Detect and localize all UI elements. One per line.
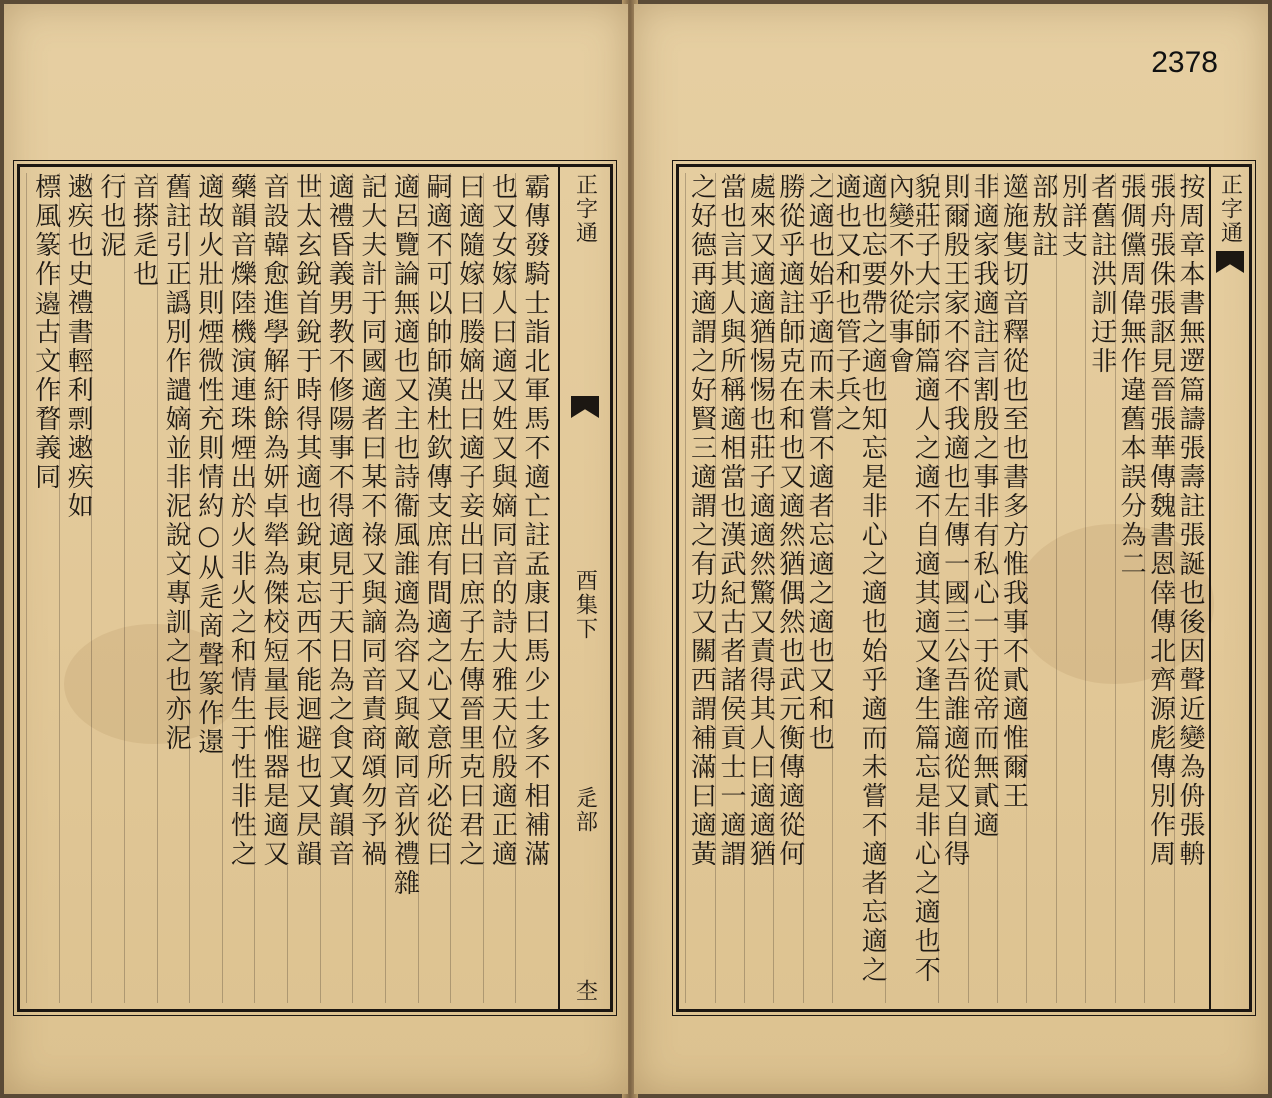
- text-column: 處來又適適猶惕惕也莊子適適然驚又責得其人曰適適猶: [744, 173, 773, 1003]
- left-margin-section: 酉集下: [572, 569, 598, 641]
- text-column: 藥韻音爍陸機演連珠煙出於火非火之和情生于性非性之: [222, 173, 255, 1003]
- left-text-frame: [17, 164, 613, 1012]
- text-column: 者舊註洪訓迂非: [1085, 173, 1114, 1003]
- left-text-block: [26, 173, 548, 1003]
- right-margin-title: 正字通: [1217, 173, 1243, 245]
- right-page: [634, 4, 1268, 1094]
- text-column: 遾施隻切音釋從也至也書多方惟我事不貳適惟爾王: [997, 173, 1026, 1003]
- text-column: 貌莊子大宗師篇適人之適不自適其適又逢生篇忘是非心之適也不內變不外從事會: [885, 173, 938, 1003]
- text-column: 張倜儻周偉無作違舊本誤分為二: [1115, 173, 1144, 1003]
- text-column: 適故火壯則煙微性充則情約○从辵啇聲篆作𨗈: [189, 173, 222, 1003]
- right-text-frame: [676, 164, 1252, 1012]
- text-column: 世太玄銳首銳于時得其適也銳東忘西不能迴避也又昃韻: [287, 173, 320, 1003]
- text-column: 當也言其人與所稱適相當也漢武紀古者諸侯貢士一適謂: [715, 173, 744, 1003]
- fish-tail-mark: [571, 396, 599, 418]
- text-column: 適禮昏義男教不修陽事不得適見于天日為之食又寘韻音: [320, 173, 353, 1003]
- page-number: 2378: [1151, 46, 1218, 79]
- text-column: 音搽辵也: [124, 173, 157, 1003]
- left-margin-title: 正字通: [572, 173, 598, 245]
- text-column: 音設韓愈進學解紆餘為妍卓犖為傑校短量長惟器是適又: [254, 173, 287, 1003]
- right-text-block: [685, 173, 1203, 1003]
- fish-tail-mark: [1216, 251, 1244, 273]
- text-column: 別詳支: [1056, 173, 1085, 1003]
- left-margin-column: [558, 167, 610, 1009]
- text-column: 標風篆作𨘢古文作瞀義同: [26, 173, 59, 1003]
- text-column: 適也忘要帶之適也知忘是非心之適也始乎適而未嘗不適者忘適之適也又和也管子兵之: [832, 173, 885, 1003]
- text-column: 記大夫計于同國適者曰某不祿又與謫同音責商頌勿予禍: [352, 173, 385, 1003]
- text-column: 之好德再適謂之好賢三適謂之有功又關西謂補滿曰適黃: [685, 173, 714, 1003]
- text-column: 非適家我適註言割殷之事非有私心一于從帝而無貳適: [968, 173, 997, 1003]
- text-column: 按周章本書無遻篇譸張壽註張誕也後因聲近變為侜張輈: [1174, 173, 1203, 1003]
- text-column: 勝從乎適註師克在和也又適然猶偶然也武元衡傳適從何: [773, 173, 802, 1003]
- text-column: 遫疾也史禮書輕利剽遫疾如: [59, 173, 92, 1003]
- text-column: 嗣適不可以帥師漢杜欽傳支庶有間適之心又意所必從曰: [418, 173, 451, 1003]
- left-margin-radical: 辵部: [572, 786, 598, 834]
- text-column: 也又女嫁人曰適又姓又與嫡同音的詩大雅天位殷適正適: [483, 173, 516, 1003]
- text-column: 舊註引正譌別作譴嫡並非泥說文專訓之也亦泥: [157, 173, 190, 1003]
- left-margin-folio: 杢: [572, 979, 598, 1003]
- text-column: 則爾殷王家不容不我適也左傳一國三公吾誰適從又自得: [938, 173, 967, 1003]
- right-margin-column: [1209, 167, 1249, 1009]
- text-column: 適呂覽論無適也又主也詩衞風誰適為容又與敵同音狄禮雜: [385, 173, 418, 1003]
- text-column: 行也泥: [91, 173, 124, 1003]
- left-page: [4, 4, 628, 1094]
- text-column: 張舟張侏張𧦅見晉張華傳魏書恩倖傳北齊源彪傳別作周: [1144, 173, 1173, 1003]
- text-column: 霸傳發騎士詣北軍馬不適亡註孟康曰馬少士多不相補滿: [515, 173, 548, 1003]
- text-column: 之適也始乎適而未嘗不適者忘適之適也又和也: [803, 173, 832, 1003]
- text-column: 曰適隨嫁曰媵嫡出曰適子妾出曰庶子左傳晉里克曰君之: [450, 173, 483, 1003]
- text-column: 部敖註: [1026, 173, 1055, 1003]
